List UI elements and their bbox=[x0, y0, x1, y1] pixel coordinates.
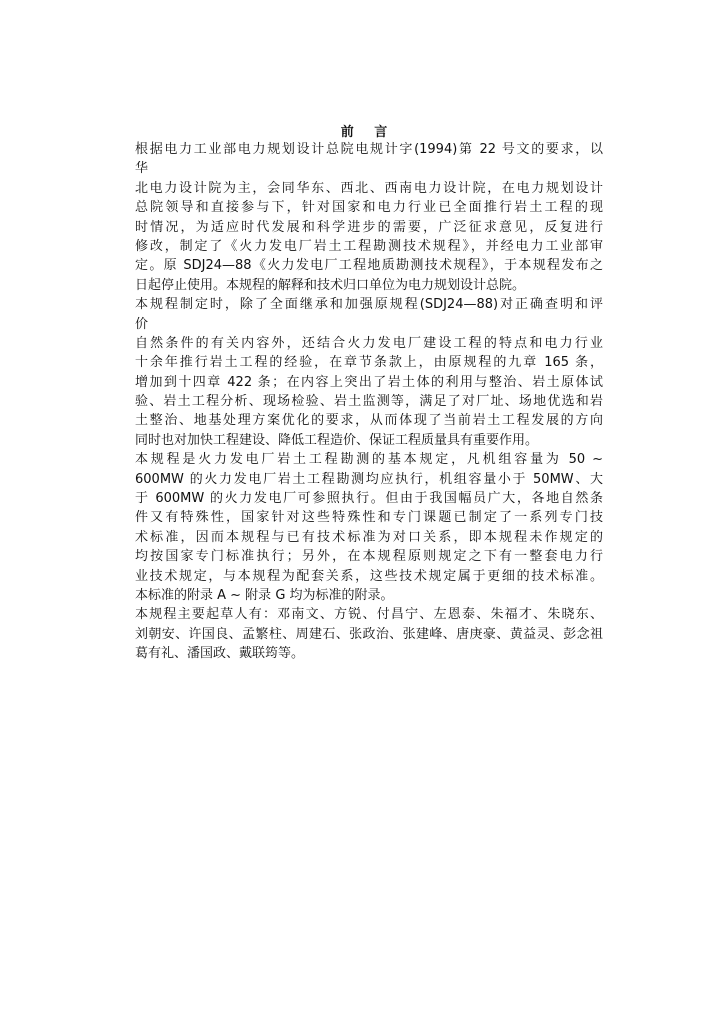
text-line: 土整治、地基处理方案优化的要求，从而体现了当前岩土工程发展的方向 bbox=[135, 413, 603, 429]
page-title: 前 言 bbox=[340, 125, 396, 140]
text-line: 术标准，因而本规程与已有技术标准为对口关系，即本规程未作规定的 bbox=[135, 529, 603, 545]
text-line: 自然条件的有关内容外，还结合火力发电厂建设工程的特点和电力行业 bbox=[135, 335, 603, 351]
text-line: 刘朝安、许国良、孟繁柱、周建石、张政治、张建峰、唐庚豪、黄益灵、彭念祖 bbox=[135, 626, 603, 642]
text-line: 于 600MW 的火力发电厂可参照执行。但由于我国幅员广大，各地自然条 bbox=[135, 491, 603, 507]
text-line: 本规程是火力发电厂岩土工程勘测的基本规定，凡机组容量为 50 ~ bbox=[135, 452, 603, 468]
text-line: 增加到十四章 422 条；在内容上突出了岩土体的利用与整治、岩土原体试 bbox=[135, 374, 603, 390]
text-line: 十余年推行岩土工程的经验，在章节条款上，由原规程的九章 165 条， bbox=[135, 355, 603, 371]
text-line: 本标准的附录 A ~ 附录 G 均为标准的附录。 bbox=[135, 587, 394, 603]
text-line: 价 bbox=[135, 316, 149, 332]
text-line: 均按国家专门标准执行；另外，在本规程原则规定之下有一整套电力行 bbox=[135, 549, 603, 565]
document-body bbox=[135, 140, 603, 664]
text-line: 验、岩土工程分析、现场检验、岩土监测等，满足了对厂址、场地优选和岩 bbox=[135, 394, 603, 410]
text-line: 日起停止使用。本规程的解释和技术归口单位为电力规划设计总院。 bbox=[135, 277, 526, 293]
text-line: 北电力设计院为主，会同华东、西北、西南电力设计院，在电力规划设计 bbox=[135, 180, 603, 196]
text-line: 本规程制定时，除了全面继承和加强原规程(SDJ24—88)对正确查明和评 bbox=[135, 297, 603, 313]
text-line: 业技术规定，与本规程为配套关系，这些技术规定属于更细的技术标准。 bbox=[135, 568, 603, 584]
text-line: 600MW 的火力发电厂岩土工程勘测均应执行，机组容量小于 50MW、大 bbox=[135, 471, 603, 487]
text-line: 修改，制定了《火力发电厂岩土工程勘测技术规程》，并经电力工业部审 bbox=[135, 238, 603, 254]
text-line: 华 bbox=[135, 161, 149, 177]
text-line: 葛有礼、潘国政、戴联筠等。 bbox=[135, 646, 305, 662]
text-line: 总院领导和直接参与下，针对国家和电力行业已全面推行岩土工程的现 bbox=[135, 200, 603, 216]
text-line: 时情况，为适应时代发展和科学进步的需要，广泛征求意见，反复进行 bbox=[135, 219, 603, 235]
text-line: 定。原 SDJ24—88《火力发电厂工程地质勘测技术规程》，于本规程发布之 bbox=[135, 258, 603, 274]
text-line: 本规程主要起草人有：邓南文、方锐、付昌宁、左恩泰、朱福才、朱晓东、 bbox=[135, 607, 603, 623]
text-line: 同时也对加快工程建设、降低工程造价、保证工程质量具有重要作用。 bbox=[135, 432, 539, 448]
text-line: 根据电力工业部电力规划设计总院电规计字(1994)第 22 号文的要求，以 bbox=[135, 142, 603, 157]
text-line: 件又有特殊性，国家针对这些特殊性和专门课题已制定了一系列专门技 bbox=[135, 510, 603, 526]
